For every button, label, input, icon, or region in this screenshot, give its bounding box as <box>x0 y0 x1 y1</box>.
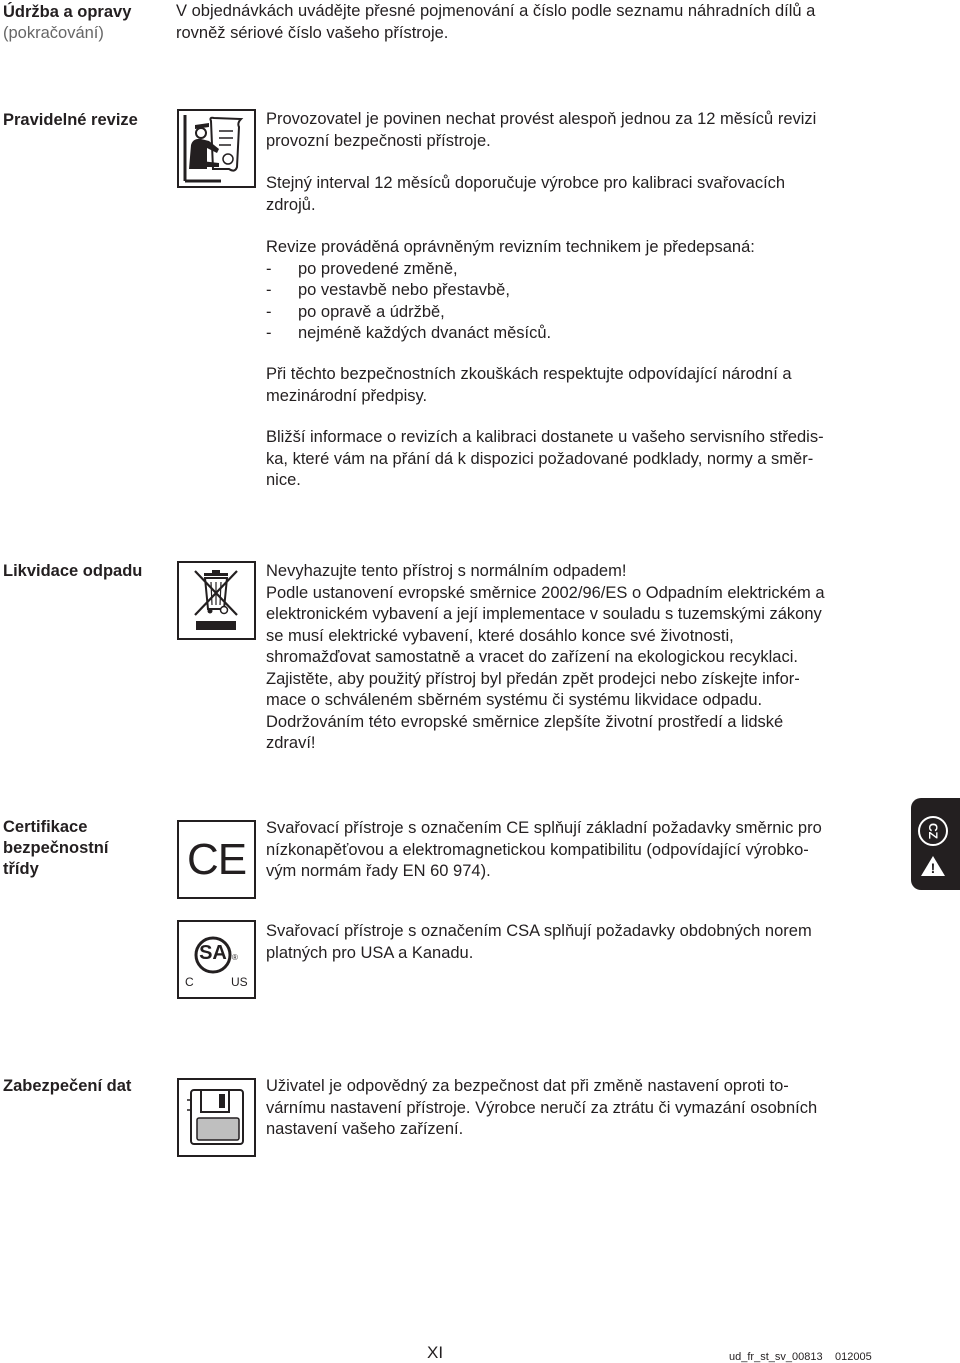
revisions-text <box>266 109 816 152</box>
list-item: - nejméně každých dvanáct měsíců. <box>266 324 552 342</box>
csa-c-label: C <box>185 975 194 989</box>
list-item: - po opravě a údržbě, <box>266 302 445 321</box>
text-line: Stejný interval 12 měsíců doporučuje výrobce pro kalibraci svařovacích <box>266 174 786 192</box>
disposal-text <box>266 561 825 755</box>
text-line: V objednávkách uvádějte přesné pojmenování a číslo podle seznamu náhradních dílů a <box>176 2 816 20</box>
csa-mark: SA <box>199 942 227 964</box>
text-line: Svařovací přístroje s označením CE splňují základní požadavky směrnic pro <box>266 819 822 837</box>
text-line: vým normám řady EN 60 974). <box>266 862 491 880</box>
revisions-section-title: Pravidelné revize <box>3 111 138 129</box>
csa-us-label: US <box>231 975 248 989</box>
revisions-info-text <box>266 427 824 492</box>
warning-mark: ! <box>930 860 936 876</box>
text-line: Uživatel je odpovědný za bezpečnost dat při změně nastavení oproti to- <box>266 1077 789 1095</box>
text-line: mezinárodní předpisy. <box>266 386 428 405</box>
csa-text <box>266 921 812 964</box>
text-line: ka, které vám na přání dá k dispozici požadované podklady, normy a směr- <box>266 449 814 468</box>
revisions-calibration-text <box>266 173 785 216</box>
maintenance-section-title: Údržba a opravy <box>3 3 132 21</box>
date-code: 012005 <box>835 1351 872 1363</box>
text-line: Svařovací přístroje s označením CSA splňují požadavky obdobných norem <box>266 922 812 940</box>
maintenance-section-subtitle: (pokračování) <box>3 24 104 42</box>
text-line: Při těchto bezpečnostních zkouškách respektujte odpovídající národní a <box>266 365 792 383</box>
floppy-disk-icon <box>177 1078 256 1157</box>
text-line: se musí elektrické vybavení, které dosáhlo konce své životnosti, <box>266 626 734 645</box>
crossed-bin-icon <box>177 561 256 640</box>
revisions-standards-text <box>266 364 792 407</box>
title-line: třídy <box>3 860 39 878</box>
certification-section-title <box>3 817 108 880</box>
text-line: Podle ustanovení evropské směrnice 2002/96/ES o Odpadním elektrickém a <box>266 583 825 602</box>
revisions-required-list <box>266 237 755 345</box>
text-line: zdrojů. <box>266 195 316 214</box>
language-side-tab <box>911 798 960 890</box>
list-item: - po vestavbě nebo přestavbě, <box>266 281 510 299</box>
list-item: - po provedené změně, <box>266 259 458 278</box>
text-line: várnímu nastavení přístroje. Výrobce neručí za ztrátu či vymazání osobních <box>266 1098 818 1117</box>
text-line: platných pro USA a Kanadu. <box>266 943 474 962</box>
page-number: XI <box>427 1343 444 1362</box>
text-line: Zajistěte, aby použitý přístroj byl předán zpět prodejci nebo získejte infor- <box>266 669 800 688</box>
text-line: mace o schváleném sběrném systému či systému likvidace odpadu. <box>266 691 763 709</box>
data-security-text <box>266 1076 817 1141</box>
text-line: rovněž sériové číslo vašeho přístroje. <box>176 23 449 42</box>
inspector-clipboard-icon <box>177 109 256 188</box>
ce-mark: CE <box>186 834 247 884</box>
text-line: nastavení vašeho zařízení. <box>266 1120 464 1138</box>
language-circle <box>918 816 948 846</box>
registered-mark: ® <box>232 953 238 962</box>
text-line: zdraví! <box>266 734 316 752</box>
document-code: ud_fr_st_sv_00813 <box>729 1351 823 1363</box>
text-line: shromažďovat samostatně a vracet do zařízení na ekologickou recyklaci. <box>266 648 798 666</box>
text-line: elektronickém vybavení a její implementace v souladu s tuzemskými zákony <box>266 605 822 623</box>
maintenance-text <box>176 1 815 44</box>
text-line: Bližší informace o revizích a kalibraci dostanete u vašeho servisního středis- <box>266 428 824 446</box>
ce-text <box>266 818 822 883</box>
text-line: provozní bezpečnosti přístroje. <box>266 131 491 150</box>
disposal-section-title: Likvidace odpadu <box>3 562 143 580</box>
language-label: CZ <box>926 823 940 839</box>
text-line: Dodržováním této evropské směrnice zlepšíte životní prostředí a lidské <box>266 712 784 731</box>
text-line: Provozovatel je povinen nechat provést alespoň jednou za 12 měsíců revizi <box>266 110 817 128</box>
title-line: Certifikace <box>3 818 88 836</box>
text-line: nice. <box>266 471 301 489</box>
data-security-section-title: Zabezpečení dat <box>3 1077 132 1095</box>
list-intro: Revize prováděná oprávněným revizním technikem je předepsaná: <box>266 238 755 256</box>
title-line: bezpečnostní <box>3 839 109 857</box>
text-line: nízkonapěťovou a elektromagnetickou kompatibilitu (odpovídající výrobko- <box>266 840 809 859</box>
text-line: Nevyhazujte tento přístroj s normálním odpadem! <box>266 562 627 580</box>
ce-mark-icon <box>177 820 256 899</box>
csa-mark-icon <box>177 920 256 999</box>
